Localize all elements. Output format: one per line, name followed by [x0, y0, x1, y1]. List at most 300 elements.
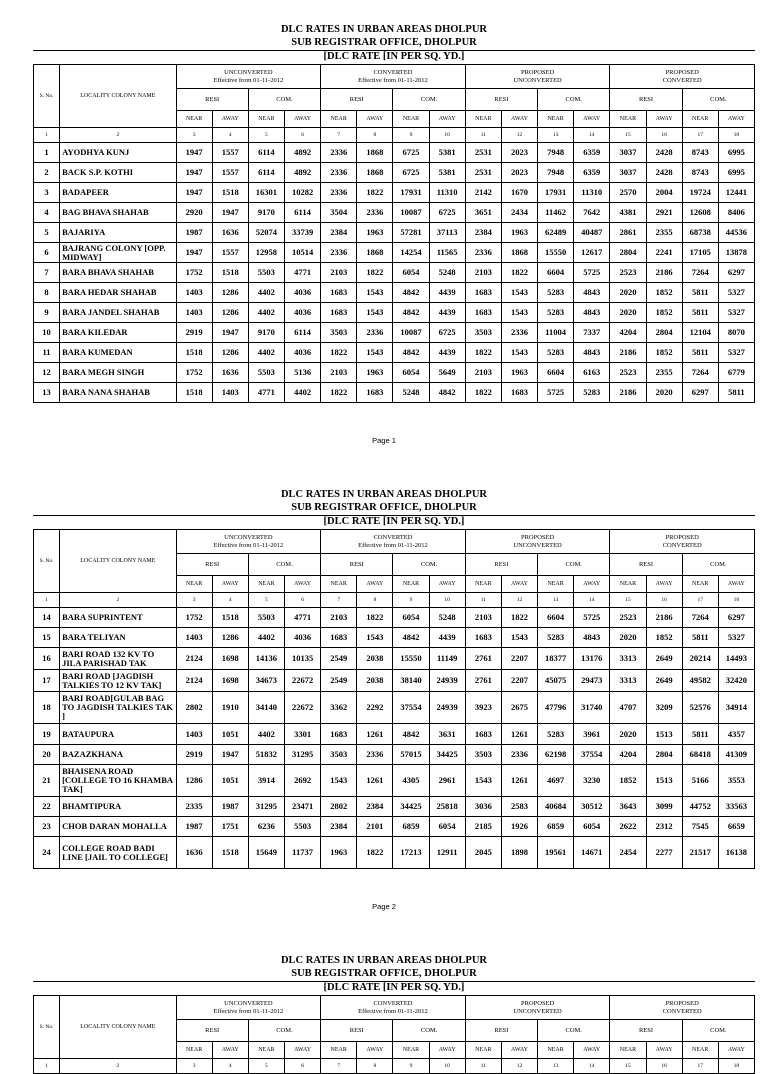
rate-value: 2336: [321, 143, 357, 163]
row-sno: 12: [34, 363, 60, 383]
rate-value: 1403: [176, 303, 212, 323]
resi-header: RESI: [176, 89, 248, 111]
group-header-line2: Effective from 01-11-2012: [358, 1007, 428, 1015]
rate-value: 6163: [574, 363, 610, 383]
rate-value: 1286: [212, 628, 248, 648]
group-header-line2: UNCONVERTED: [513, 76, 562, 84]
rate-value: 2675: [501, 692, 537, 724]
rate-value: 7264: [682, 363, 718, 383]
rate-value: 10087: [393, 323, 429, 343]
rate-value: 1752: [176, 363, 212, 383]
com-header: COM.: [538, 89, 610, 111]
rate-value: 2336: [501, 745, 537, 765]
rate-value: 4892: [284, 163, 320, 183]
com-header: COM.: [538, 554, 610, 576]
rate-value: 6604: [538, 263, 574, 283]
resi-header: RESI: [610, 89, 682, 111]
dlc-rates-table: [33, 64, 755, 403]
rate-value: 1557: [212, 163, 248, 183]
rate-value: 6995: [718, 143, 754, 163]
rate-value: 2549: [321, 648, 357, 670]
group-header-line2: Effective from 01-11-2012: [358, 76, 428, 84]
rate-value: 52074: [248, 223, 284, 243]
com-header: COM.: [248, 554, 320, 576]
rate-value: 1543: [501, 283, 537, 303]
column-index: 3: [176, 593, 212, 608]
away-header: AWAY: [284, 111, 320, 128]
rate-value: 49582: [682, 670, 718, 692]
rate-value: 6297: [682, 383, 718, 403]
rate-value: 1852: [646, 628, 682, 648]
column-index: 1: [34, 1059, 60, 1074]
resi-header: RESI: [176, 1020, 248, 1042]
away-header: AWAY: [646, 576, 682, 593]
rate-value: 2103: [465, 263, 501, 283]
rate-value: 2186: [646, 608, 682, 628]
rate-value: 2531: [465, 143, 501, 163]
rate-value: 4771: [248, 383, 284, 403]
table-row: [34, 608, 755, 628]
table-row: [34, 724, 755, 745]
rate-value: 2038: [357, 648, 393, 670]
table-row: [34, 323, 755, 343]
column-index: 5: [248, 593, 284, 608]
rate-value: 1752: [176, 263, 212, 283]
column-index: 2: [60, 1059, 176, 1074]
rate-value: 5327: [718, 283, 754, 303]
rate-value: 4402: [248, 303, 284, 323]
com-header: COM.: [538, 1020, 610, 1042]
rate-value: 5503: [248, 363, 284, 383]
rate-value: 37113: [429, 223, 465, 243]
away-header: AWAY: [357, 1042, 393, 1059]
locality-name: BADAPEER: [60, 183, 176, 203]
rate-value: 2277: [646, 837, 682, 869]
rate-value: 3209: [646, 692, 682, 724]
rate-value: 1543: [357, 628, 393, 648]
rate-value: 3313: [610, 648, 646, 670]
rate-value: 7264: [682, 263, 718, 283]
rate-value: 2020: [610, 283, 646, 303]
rate-value: 4843: [574, 283, 610, 303]
rate-value: 29473: [574, 670, 610, 692]
locality-header: LOCALITY COLONY NAME: [60, 65, 176, 128]
rate-value: 1518: [212, 263, 248, 283]
table-row: [34, 163, 755, 183]
group-header: [610, 530, 755, 554]
rate-value: 3503: [321, 745, 357, 765]
rate-value: 1963: [357, 223, 393, 243]
rate-value: 1261: [501, 724, 537, 745]
rate-value: 6114: [248, 163, 284, 183]
group-header-line1: CONVERTED: [373, 999, 413, 1007]
away-header: AWAY: [212, 576, 248, 593]
column-index: 11: [465, 1059, 501, 1074]
rate-value: 3504: [321, 203, 357, 223]
rate-value: 1683: [321, 724, 357, 745]
rate-value: 7545: [682, 817, 718, 837]
near-header: NEAR: [682, 576, 718, 593]
near-header: NEAR: [682, 1042, 718, 1059]
group-header: [176, 65, 321, 89]
rate-value: 6054: [429, 817, 465, 837]
table-row: [34, 243, 755, 263]
rate-value: 9170: [248, 203, 284, 223]
rate-value: 19724: [682, 183, 718, 203]
group-header: [176, 996, 321, 1020]
rate-value: 4402: [248, 283, 284, 303]
rate-value: 1557: [212, 243, 248, 263]
sno-header: S. No.: [34, 65, 60, 128]
rate-value: 2692: [284, 765, 320, 797]
rate-value: 8406: [718, 203, 754, 223]
locality-name: BAZAZKHANA: [60, 745, 176, 765]
rate-value: 1403: [176, 724, 212, 745]
rate-value: 6236: [248, 817, 284, 837]
rate-value: 1513: [646, 765, 682, 797]
near-header: NEAR: [682, 111, 718, 128]
away-header: AWAY: [212, 111, 248, 128]
group-header: [465, 65, 610, 89]
away-header: AWAY: [718, 111, 754, 128]
rate-value: 1518: [212, 608, 248, 628]
rate-value: 13176: [574, 648, 610, 670]
locality-name: BARA KUMEDAN: [60, 343, 176, 363]
rate-value: 5503: [248, 608, 284, 628]
rate-value: 52576: [682, 692, 718, 724]
group-header-line2: Effective from 01-11-2012: [213, 541, 284, 549]
row-sno: 4: [34, 203, 60, 223]
rate-value: 2241: [646, 243, 682, 263]
rate-value: 5136: [284, 363, 320, 383]
rate-value: 5811: [682, 628, 718, 648]
rate-value: 3230: [574, 765, 610, 797]
rate-value: 4402: [248, 343, 284, 363]
rate-value: 4707: [610, 692, 646, 724]
rate-value: 5381: [429, 163, 465, 183]
rate-value: 11149: [429, 648, 465, 670]
rate-value: 2336: [357, 323, 393, 343]
rate-value: 38140: [393, 670, 429, 692]
document-subtitle: SUB REGISTRAR OFFICE, DHOLPUR: [291, 37, 477, 48]
column-index: 16: [646, 1059, 682, 1074]
rate-value: 6114: [284, 203, 320, 223]
group-header-line1: UNCONVERTED: [224, 68, 273, 76]
rate-value: 22672: [284, 692, 320, 724]
rate-value: 4439: [429, 283, 465, 303]
away-header: AWAY: [357, 111, 393, 128]
rate-value: 1636: [212, 363, 248, 383]
rate-value: 4204: [610, 745, 646, 765]
rate-value: 2186: [646, 263, 682, 283]
rate-value: 8743: [682, 163, 718, 183]
rate-value: 6359: [574, 143, 610, 163]
rate-value: 3643: [610, 797, 646, 817]
column-index: 10: [429, 128, 465, 143]
rate-value: 1947: [176, 163, 212, 183]
near-header: NEAR: [465, 576, 501, 593]
away-header: AWAY: [574, 576, 610, 593]
rate-value: 12441: [718, 183, 754, 203]
com-header: COM.: [248, 89, 320, 111]
rate-value: 5811: [682, 283, 718, 303]
rate-value: 15649: [248, 837, 284, 869]
row-sno: 1: [34, 143, 60, 163]
row-sno: 8: [34, 283, 60, 303]
rate-value: 5503: [284, 817, 320, 837]
rate-value: 10282: [284, 183, 320, 203]
rate-value: 1403: [176, 283, 212, 303]
rate-value: 2045: [465, 837, 501, 869]
rate-value: 1852: [646, 303, 682, 323]
rate-value: 5283: [538, 343, 574, 363]
rate-value: 1636: [212, 223, 248, 243]
com-header: COM.: [393, 89, 465, 111]
document-title: DLC RATES IN URBAN AREAS DHOLPUR: [280, 24, 488, 35]
rate-value: 5327: [718, 343, 754, 363]
resi-header: RESI: [176, 554, 248, 576]
rate-value: 7948: [538, 143, 574, 163]
group-header-line1: CONVERTED: [373, 533, 413, 541]
rate-value: 3923: [465, 692, 501, 724]
locality-name: CHOB DARAN MOHALLA: [60, 817, 176, 837]
near-header: NEAR: [393, 1042, 429, 1059]
rate-value: 2802: [176, 692, 212, 724]
column-index: 5: [248, 128, 284, 143]
rate-value: 2523: [610, 263, 646, 283]
rate-value: 17931: [538, 183, 574, 203]
document-title: DLC RATES IN URBAN AREAS DHOLPUR: [280, 489, 488, 500]
table-row: [34, 648, 755, 670]
rate-value: 5283: [574, 383, 610, 403]
rate-value: 5811: [718, 383, 754, 403]
locality-name: BAJRANG COLONY [OPP. MIDWAY]: [60, 243, 176, 263]
group-header-line1: CONVERTED: [373, 68, 413, 76]
rate-value: 2103: [321, 263, 357, 283]
rate-value: 2336: [321, 243, 357, 263]
rate-value: 4842: [393, 303, 429, 323]
rate-value: 18377: [538, 648, 574, 670]
rate-value: 45075: [538, 670, 574, 692]
near-header: NEAR: [321, 1042, 357, 1059]
group-header-line2: UNCONVERTED: [513, 1007, 562, 1015]
rate-value: 33739: [284, 223, 320, 243]
rate-value: 4697: [538, 765, 574, 797]
rate-value: 31295: [248, 797, 284, 817]
rate-value: 6604: [538, 608, 574, 628]
rate-value: 16301: [248, 183, 284, 203]
row-sno: 2: [34, 163, 60, 183]
away-header: AWAY: [646, 1042, 682, 1059]
group-header: [321, 996, 466, 1020]
group-header-line1: PROPOSED: [665, 68, 699, 76]
near-header: NEAR: [176, 576, 212, 593]
column-index: 15: [610, 1059, 646, 1074]
rate-value: 5327: [718, 628, 754, 648]
dlc-rates-table: [33, 995, 755, 1074]
rate-value: 1261: [501, 765, 537, 797]
rate-value: 7337: [574, 323, 610, 343]
rate-value: 11004: [538, 323, 574, 343]
column-index: 14: [574, 593, 610, 608]
column-index: 11: [465, 128, 501, 143]
rate-value: 5811: [682, 343, 718, 363]
rate-value: 1513: [646, 724, 682, 745]
rate-value: 1683: [321, 303, 357, 323]
locality-name: BARA SUPRINTENT: [60, 608, 176, 628]
rate-value: 34673: [248, 670, 284, 692]
rate-value: 24939: [429, 670, 465, 692]
group-header: [321, 530, 466, 554]
rate-value: 11310: [429, 183, 465, 203]
rate-value: 1852: [646, 343, 682, 363]
rate-value: 2101: [357, 817, 393, 837]
column-index: 1: [34, 128, 60, 143]
rate-value: 2761: [465, 670, 501, 692]
rate-value: 2355: [646, 363, 682, 383]
rate-value: 1868: [501, 243, 537, 263]
rate-value: 4843: [574, 628, 610, 648]
column-index: 17: [682, 128, 718, 143]
rate-value: 2185: [465, 817, 501, 837]
rate-value: 1926: [501, 817, 537, 837]
rate-value: 1947: [176, 143, 212, 163]
group-header-line2: Effective from 01-11-2012: [213, 1007, 284, 1015]
rate-value: 1543: [501, 628, 537, 648]
group-header-line1: PROPOSED: [665, 533, 699, 541]
group-header-line1: UNCONVERTED: [224, 533, 273, 541]
rate-value: 1683: [465, 303, 501, 323]
rate-value: 8070: [718, 323, 754, 343]
rate-value: 3553: [718, 765, 754, 797]
sno-header: S. No.: [34, 996, 60, 1059]
away-header: AWAY: [284, 576, 320, 593]
rate-value: 12608: [682, 203, 718, 223]
rate-value: 37554: [574, 745, 610, 765]
rate-value: 1868: [357, 163, 393, 183]
rate-value: 4439: [429, 343, 465, 363]
rate-value: 3036: [465, 797, 501, 817]
rate-value: 13878: [718, 243, 754, 263]
column-index: 10: [429, 593, 465, 608]
com-header: COM.: [248, 1020, 320, 1042]
rate-value: 6725: [393, 163, 429, 183]
rate-value: 5811: [682, 303, 718, 323]
rate-value: 1822: [501, 263, 537, 283]
rate-value: 3037: [610, 143, 646, 163]
rate-value: 22672: [284, 670, 320, 692]
rate-value: 3503: [465, 323, 501, 343]
rate-value: 1683: [321, 628, 357, 648]
rate-value: 1947: [212, 745, 248, 765]
column-index: 3: [176, 1059, 212, 1074]
rate-value: 44752: [682, 797, 718, 817]
rate-value: 15550: [538, 243, 574, 263]
rate-value: 62198: [538, 745, 574, 765]
away-header: AWAY: [646, 111, 682, 128]
near-header: NEAR: [248, 1042, 284, 1059]
rate-value: 5283: [538, 628, 574, 648]
rate-value: 5725: [574, 608, 610, 628]
rate-value: 7948: [538, 163, 574, 183]
rate-value: 2804: [646, 323, 682, 343]
rate-value: 2531: [465, 163, 501, 183]
rate-value: 5248: [429, 263, 465, 283]
near-header: NEAR: [465, 1042, 501, 1059]
rate-value: 1822: [465, 383, 501, 403]
rate-value: 1543: [357, 343, 393, 363]
away-header: AWAY: [501, 111, 537, 128]
rate-value: 1403: [212, 383, 248, 403]
rate-value: 4036: [284, 343, 320, 363]
locality-name: BARI ROAD [JAGDISH TALKIES TO 12 KV TAK]: [60, 670, 176, 692]
locality-name: BHAMTIPURA: [60, 797, 176, 817]
group-header-line1: PROPOSED: [520, 533, 555, 541]
rate-value: 6114: [248, 143, 284, 163]
group-header-line2: UNCONVERTED: [513, 541, 562, 549]
near-header: NEAR: [465, 111, 501, 128]
row-sno: 21: [34, 765, 60, 797]
rate-value: 2336: [321, 183, 357, 203]
away-header: AWAY: [284, 1042, 320, 1059]
rate-value: 2804: [610, 243, 646, 263]
column-index: 5: [248, 1059, 284, 1074]
rate-value: 1963: [501, 363, 537, 383]
rate-value: 6659: [718, 817, 754, 837]
row-sno: 23: [34, 817, 60, 837]
rate-value: 3914: [248, 765, 284, 797]
away-header: AWAY: [574, 1042, 610, 1059]
column-index: 11: [465, 593, 501, 608]
table-row: [34, 670, 755, 692]
rate-value: 4357: [718, 724, 754, 745]
locality-name: BARA TELIYAN: [60, 628, 176, 648]
rate-value: 2861: [610, 223, 646, 243]
rate-value: 4842: [393, 283, 429, 303]
locality-name: AYODHYA KUNJ: [60, 143, 176, 163]
rate-value: 4842: [393, 343, 429, 363]
rate-value: 2622: [610, 817, 646, 837]
row-sno: 17: [34, 670, 60, 692]
rate-value: 2336: [465, 243, 501, 263]
column-index: 7: [321, 593, 357, 608]
rate-value: 2020: [646, 383, 682, 403]
rate-value: 5503: [248, 263, 284, 283]
column-index: 13: [538, 1059, 574, 1074]
table-row: [34, 203, 755, 223]
rate-value: 2023: [501, 143, 537, 163]
locality-name: BATAUPURA: [60, 724, 176, 745]
away-header: AWAY: [501, 576, 537, 593]
rate-value: 1751: [212, 817, 248, 837]
rate-value: 34425: [393, 797, 429, 817]
rate-value: 4439: [429, 628, 465, 648]
document-subtitle: SUB REGISTRAR OFFICE, DHOLPUR: [291, 968, 477, 979]
rate-value: 17931: [393, 183, 429, 203]
rate-value: 4843: [574, 303, 610, 323]
rate-value: 2802: [321, 797, 357, 817]
column-index: 9: [393, 128, 429, 143]
rate-value: 2020: [610, 724, 646, 745]
rate-value: 1947: [176, 183, 212, 203]
rate-value: 1261: [357, 724, 393, 745]
column-index: 13: [538, 593, 574, 608]
rate-value: 1051: [212, 765, 248, 797]
row-sno: 16: [34, 648, 60, 670]
rate-value: 1670: [501, 183, 537, 203]
rate-value: 31740: [574, 692, 610, 724]
locality-name: BARA KILEDAR: [60, 323, 176, 343]
